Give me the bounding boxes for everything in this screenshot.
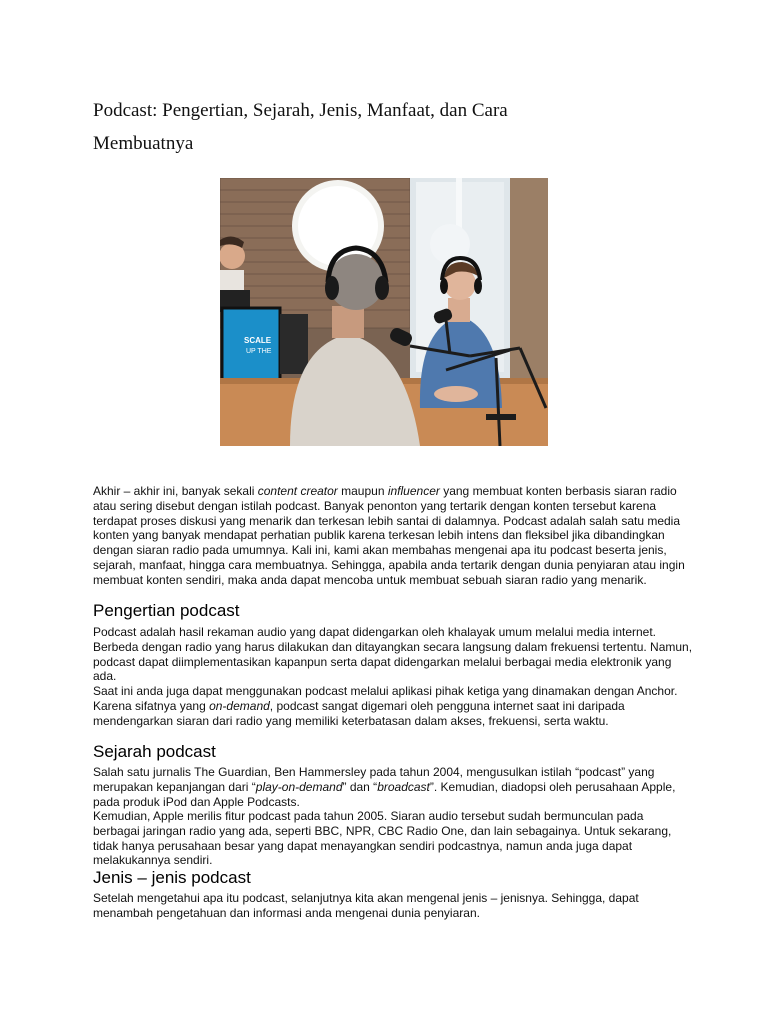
intro-em-content-creator: content creator [257,484,338,498]
pengertian-text-a: Saat ini anda juga dapat menggunakan podcast melalui aplikasi pihak ketiga yang dinamakan dengan Anchor. Karena sifatnya yang [93,684,678,713]
sejarah-paragraph-1 [93,765,693,809]
sejarah-text-a: Salah satu jurnalis The Guardian, Ben Hammersley pada tahun 2004, mengusulkan istilah “podcast” yang merupakan kepanjangan dari “ [93,765,655,794]
pengertian-paragraph-1: Podcast adalah hasil rekaman audio yang dapat didengarkan oleh khalayak umum melalui media internet. Berbeda dengan radio yang harus dilakukan dan ditayangkan secara langsung dalam frekuensi tertentu. Namun, podcast dapat diimplementasikan kapanpun serta dapat didengarkan melalui berbagai media elektronik yang ada. [93,625,693,684]
sejarah-paragraph-2: Kemudian, Apple merilis fitur podcast pada tahun 2005. Siaran audio tersebut sudah bermunculan pada berbagai jaringan radio yang ada, seperti BBC, NPR, CBC Radio One, dan lain sebagainya. Untuk sekarang, tidak hanya perusahaan besar yang dapat menayangkan sendiri podcastnya, namun anda juga dapat melakukannya sendiri. [93,809,672,868]
sejarah-em-play-on-demand: play-on-demand [255,779,343,794]
sejarah-text-b: ” dan “ [342,779,378,794]
heading-sejarah: Sejarah podcast [93,742,216,761]
jenis-paragraph-1: Setelah mengetahui apa itu podcast, selanjutnya kita akan mengenal jenis – jenisnya. Sehingga, dapat menambah pengetahuan dan informasi anda mengenai dunia penyiaran. [93,891,639,920]
intro-text-b: maupun [337,484,388,498]
title-line-2: Membuatnya [93,133,194,154]
title-line-1: Podcast: Pengertian, Sejarah, Jenis, Manfaat, dan Cara [93,100,508,121]
pengertian-paragraph-2 [93,684,693,728]
pengertian-em-on-demand: on-demand [209,698,270,713]
document-title [93,94,653,160]
monitor-text-2: UP THE [246,348,272,355]
intro-text-a: Akhir – akhir ini, banyak sekali [93,484,258,498]
intro-text-c: yang membuat konten berbasis siaran radio atau sering disebut dengan istilah podcast. Banyak penonton yang tertarik dengan konten tersebut karena terdapat proses diskusi yang menarik dan terkesan lebih santai di dalamnya. Podcast adalah salah satu media konten yang banyak mendapat perhatian publik karena terkesan lebih intens dan fleksibel jika dibandingkan dengan siaran radio pada umumnya. Kali ini, kami akan membahas mengenai apa itu podcast beserta jenis, sejarah, manfaat, hingga cara membuatnya. Sehingga, apabila anda tertarik dengan dunia penyiaran atau ingin membuat konten sendiri, maka anda dapat mencoba untuk membuat sebuah siaran radio yang menarik. [93,484,685,587]
sejarah-text-c: ”. Kemudian, diadopsi oleh perusahaan Apple, pada produk iPod dan Apple Podcasts. [93,779,676,809]
podcast-studio-photo [220,178,548,446]
heading-pengertian: Pengertian podcast [93,601,240,620]
sejarah-em-broadcast: broadcast [377,779,430,794]
intro-em-influencer: influencer [387,484,440,498]
intro-paragraph [93,484,693,588]
monitor-text-1: SCALE [244,336,272,345]
heading-jenis: Jenis – jenis podcast [93,868,251,887]
pengertian-text-b: , podcast sangat digemari oleh pengguna internet saat ini daripada mendengarkan siaran dari radio yang memiliki keterbatasan dalam akses, frekuensi, serta waktu. [93,698,625,728]
